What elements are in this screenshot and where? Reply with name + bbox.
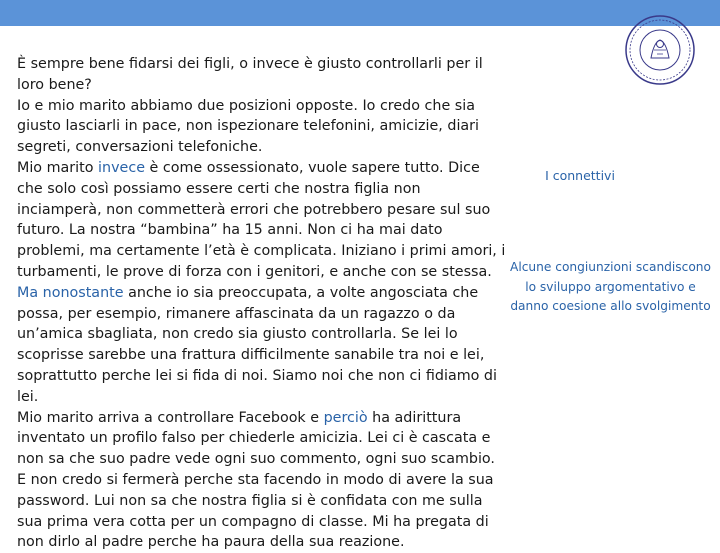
connective-ma-nonostante: Ma nonostante: [17, 284, 124, 301]
letter-paragraph-3: Mio marito arriva a controllare Facebook e perciò ha adirittura inventato un profilo falso per chiederle amicizia. Lei ci è cascata e non sa che suo padre vede ogni suo commento, ogni suo scambio. E non credo si fermerà perche sta facendo in modo di avere la sua password. Lui non sa che nostra figlia si è confidata con me sulla sua prima vera cotta per un compagno di classe. Mi ha pregata di non dirlo al padre perche ha paura della sua reazione.: [17, 409, 495, 551]
connective-invece: invece: [98, 159, 145, 176]
connective-percio: perciò: [323, 409, 368, 426]
letter-paragraph-2: Mio marito invece è come ossessionato, vuole sapere tutto. Dice che solo così possiamo essere certi che nostra figlia non inciamperà, non commetterà errori che potrebbero pesare sul suo futuro. La nostra “bambina” ha 15 anni. Non ci ha mai dato problemi, ma certamente l’età è complicata. Iniziano i primi amori, i turbamenti, le prove di forza con i genitori, e anche con se stessa. Ma nonostante anche io sia preoccupata, a volte angosciata che possa, per esempio, rimanere affascinata da un ragazzo o da un’amica sbagliata, non credo sia giusto controllarla. Se lei lo scoprisse sarebbe una frattura difficilmente sanabile tra noi e lei, soprattutto perche lei si fida di noi. Siamo noi che non ci fidiamo di lei.: [17, 159, 506, 405]
letter-paragraph-1: Io e mio marito abbiamo due posizioni opposte. Io credo che sia giusto lasciarli in pace, non ispezionare telefonini, amicizie, diari segreti, conversazioni telefoniche.: [17, 97, 480, 156]
top-bar: [0, 0, 720, 26]
sidebar-note: Alcune congiunzioni scandiscono lo sviluppo argomentativo e danno coesione allo svolgimento: [510, 260, 711, 313]
letter-question: È sempre bene fidarsi dei figli, o invece è giusto controllarli per il loro bene?: [17, 56, 483, 93]
school-seal-icon: [624, 14, 696, 86]
sidebar-title: I connettivi: [545, 168, 615, 183]
letter-text: [17, 54, 507, 553]
